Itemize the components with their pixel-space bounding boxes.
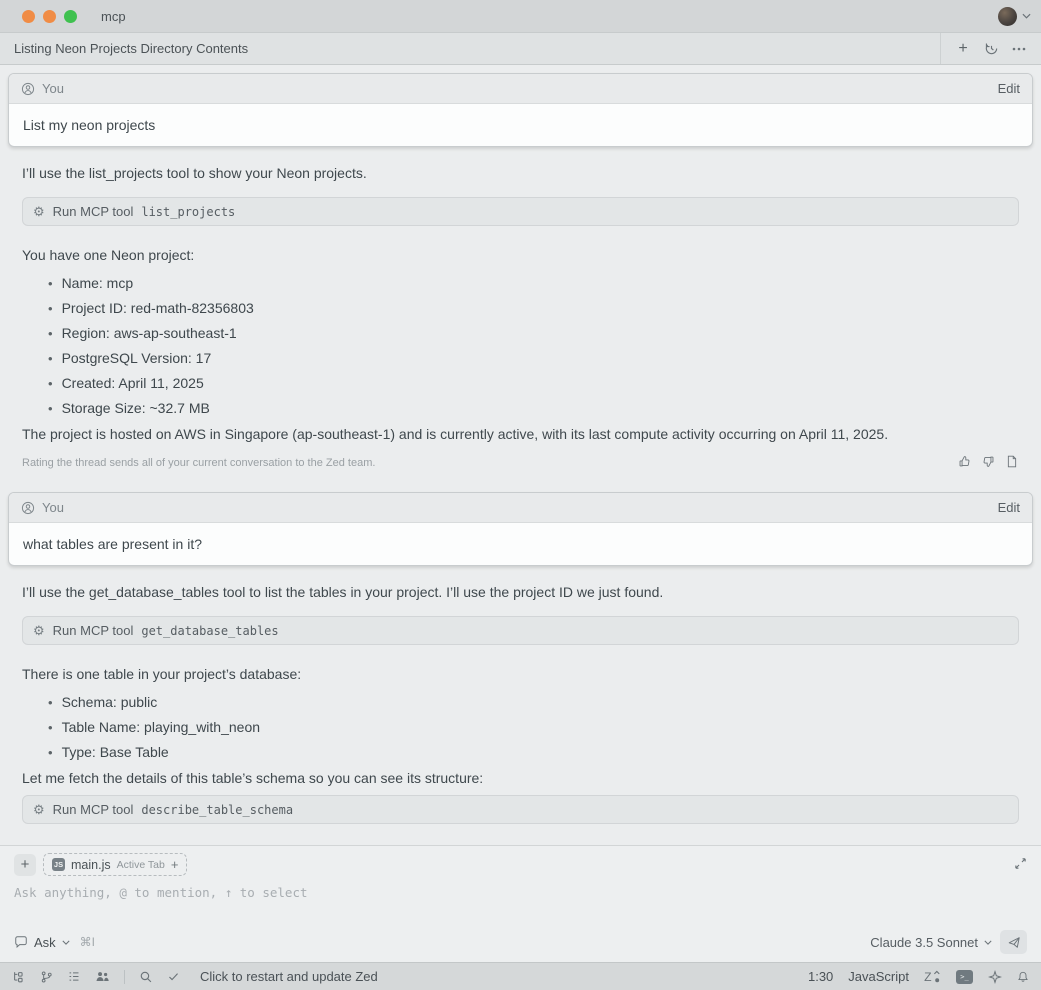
mode-selector[interactable] [14,935,95,950]
project-details-list [48,271,1033,421]
list-item: • Name: mcp [48,271,1033,296]
list-item: • Created: April 11, 2025 [48,371,1033,396]
ellipsis-icon [1012,47,1026,51]
avatar[interactable] [998,7,1017,26]
user-message-card [8,492,1033,566]
divider [124,970,125,984]
list-item: • Project ID: red-math-82356803 [48,296,1033,321]
status-bar-right [808,969,1029,984]
message-composer [0,845,1041,962]
assistant-text: Let me fetch the details of this table’s schema so you can see its structure: [22,770,484,786]
model-label: Claude 3.5 Sonnet [870,934,978,950]
expand-editor-button[interactable] [1014,857,1027,873]
tool-call-label: Run MCP tool [52,802,134,817]
mcp-tool-call[interactable] [22,197,1019,226]
mcp-tool-call[interactable] [22,795,1019,824]
bell-icon [1017,970,1029,984]
outline-icon [67,970,81,983]
thumbs-up-icon [958,455,971,468]
thread-actions [940,33,1041,64]
status-bar [0,962,1041,990]
assistant-text: There is one table in your project’s database: [22,666,302,682]
user-message-header [9,74,1032,104]
assistant-button[interactable] [988,970,1002,984]
copy-thread-button[interactable] [1005,454,1019,472]
collab-panel-button[interactable] [95,970,110,983]
history-button[interactable] [979,37,1003,61]
thread-tab-bar [0,32,1041,65]
thread-title: Listing Neon Projects Directory Contents [14,41,249,56]
user-menu[interactable] [998,7,1031,26]
send-icon [1007,936,1021,949]
menu-button[interactable] [1007,37,1031,61]
git-panel-button[interactable] [40,970,53,984]
thumbs-down-button[interactable] [981,454,996,472]
model-selector[interactable] [870,935,992,950]
edit-message-button[interactable]: Edit [997,81,1020,96]
person-icon [21,501,35,515]
diagnostics-button[interactable] [167,970,180,983]
gear-icon: ⚙ [33,623,45,638]
tool-name: describe_table_schema [141,802,294,817]
user-message-text[interactable]: List my neon projects [23,117,156,133]
gear-icon: ⚙ [33,802,45,817]
edit-prediction-button[interactable] [924,969,941,984]
chevron-down-icon [984,940,992,945]
pin-context-button[interactable]: + [170,857,179,872]
git-branch-icon [40,970,53,984]
assistant-text: You have one Neon project: [22,247,195,263]
terminal-icon: >_ [956,970,973,984]
status-bar-left [12,969,378,984]
table-details-list [48,690,1033,765]
active-tab-badge: Active Tab [116,858,165,871]
tool-call-label: Run MCP tool [52,623,134,638]
mcp-tool-call[interactable] [22,616,1019,645]
user-message-header [9,493,1032,523]
new-thread-button[interactable]: + [951,37,975,61]
notifications-button[interactable] [1017,970,1029,984]
tool-name: get_database_tables [141,623,279,638]
javascript-file-icon: JS [53,860,64,869]
file-icon [1006,455,1018,468]
user-message-text[interactable]: what tables are present in it? [23,536,202,552]
search-icon [139,970,153,984]
gear-icon: ⚙ [33,204,45,219]
window-controls [22,10,77,23]
thumbs-up-button[interactable] [957,454,972,472]
context-file-name: main.js [71,857,111,872]
message-editor[interactable] [14,885,1027,930]
list-item: • PostgreSQL Version: 17 [48,346,1033,371]
terminal-button[interactable] [956,970,973,984]
chat-bubble-icon [14,935,28,949]
svg-text:Z: Z [924,970,932,984]
feedback-actions [957,454,1019,472]
history-icon [984,41,999,56]
window-titlebar [0,0,1041,32]
rating-note: Rating the thread sends all of your current conversation to the Zed team. [22,457,376,469]
list-item: • Schema: public [48,690,1033,715]
author-label: You [42,81,64,96]
people-icon [95,970,110,983]
list-item: • Table Name: playing_with_neon [48,715,1033,740]
project-panel-button[interactable] [12,970,26,984]
update-message[interactable]: Click to restart and update Zed [200,969,378,984]
language-selector[interactable]: JavaScript [848,969,909,984]
list-item: • Type: Base Table [48,740,1033,765]
tool-call-label: Run MCP tool [52,204,134,219]
author-label: You [42,500,64,515]
tool-name: list_projects [141,204,236,219]
cursor-position[interactable]: 1:30 [807,969,834,984]
expand-icon [1014,857,1027,870]
outline-panel-button[interactable] [67,970,81,983]
chevron-down-icon [1022,13,1031,19]
assistant-text: I’ll use the list_projects tool to show your Neon projects. [22,165,367,181]
maximize-window-button[interactable] [64,10,77,23]
user-message-card [8,73,1033,147]
project-panel-icon [12,970,26,984]
thread-panel[interactable] [0,65,1041,845]
send-button[interactable] [1000,930,1027,954]
assistant-text: I’ll use the get_database_tables tool to list the tables in your project. I’ll use the project ID we just found. [22,584,664,600]
zeta-icon [924,969,941,984]
mode-shortcut: ⌘I [79,935,96,949]
thumbs-down-icon [982,455,995,468]
list-item: • Region: aws-ap-southeast-1 [48,321,1033,346]
close-window-button[interactable] [22,10,35,23]
minimize-window-button[interactable] [43,10,56,23]
window-title: mcp [101,8,126,24]
chevron-down-icon [62,940,70,945]
check-icon [167,970,180,983]
context-chip-main-js[interactable] [43,853,187,876]
composer-toolbar [14,930,1027,954]
search-button[interactable] [139,970,153,984]
person-icon [21,82,35,96]
add-context-button[interactable]: + [14,854,36,876]
assistant-text: The project is hosted on AWS in Singapore (ap-southeast-1) and is currently active, with its last compute activity occurring on April 11, 2025. [22,426,889,442]
list-item: • Storage Size: ~32.7 MB [48,396,1033,421]
mode-label: Ask [34,934,56,950]
context-strip [14,853,1027,876]
feedback-row [22,454,1019,472]
sparkle-icon [988,970,1002,984]
edit-message-button[interactable]: Edit [997,500,1020,515]
